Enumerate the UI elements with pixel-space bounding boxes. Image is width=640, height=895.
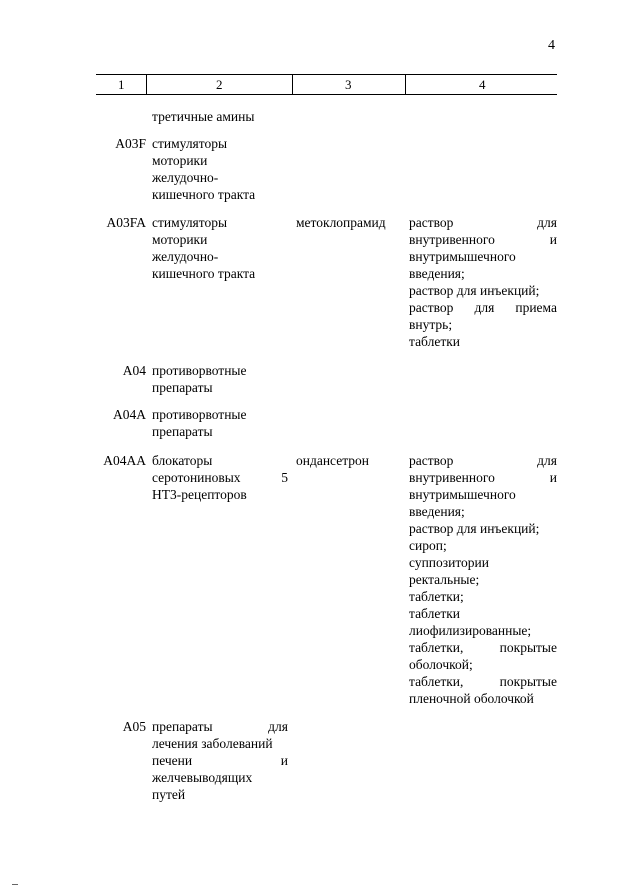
page-number: 4 xyxy=(548,38,555,53)
form-line: лиофилизированные; xyxy=(409,623,532,638)
form-line: таблетки, покрытые xyxy=(409,640,557,655)
form-line: раствор для инъекций; xyxy=(409,283,540,298)
name-line: моторики xyxy=(152,232,208,247)
column-divider xyxy=(405,74,406,95)
name-line: путей xyxy=(152,787,186,802)
form-line: пленочной оболочкой xyxy=(409,691,534,706)
atc-code: A04AA xyxy=(103,453,146,468)
name-line: моторики xyxy=(152,153,208,168)
name-line: печени и xyxy=(152,753,288,768)
scan-mark xyxy=(12,884,18,885)
column-divider xyxy=(146,74,147,95)
column-header-2: 2 xyxy=(216,77,223,92)
name-line: желчевыводящих xyxy=(152,770,253,785)
form-line: внутрь; xyxy=(409,317,453,332)
form-line: таблетки, покрытые xyxy=(409,674,557,689)
form-line: введения; xyxy=(409,266,465,281)
name-line: кишечного тракта xyxy=(152,266,256,281)
atc-code: A04A xyxy=(113,407,146,422)
form-line: внутримышечного xyxy=(409,249,516,264)
group-name xyxy=(152,135,282,203)
name-line: желудочно- xyxy=(152,249,219,264)
form-line: внутривенного и xyxy=(409,232,557,247)
form-line: таблетки xyxy=(409,606,461,621)
form-line: раствор для xyxy=(409,453,557,468)
form-line: введения; xyxy=(409,504,465,519)
name-line: препараты xyxy=(152,424,213,439)
group-name xyxy=(152,214,282,282)
group-name xyxy=(152,108,254,125)
column-divider xyxy=(292,74,293,95)
form-line: раствор для xyxy=(409,215,557,230)
name-line: серотониновых 5 xyxy=(152,470,288,485)
name-line: стимуляторы xyxy=(152,136,228,151)
name-line: стимуляторы xyxy=(152,215,228,230)
name-line: третичные амины xyxy=(152,109,255,124)
name-line: противорвотные xyxy=(152,407,247,422)
table-header-bottom-rule xyxy=(96,94,557,95)
name-line: препараты для xyxy=(152,719,288,734)
form-line: сироп; xyxy=(409,538,447,553)
name-line: лечения заболеваний xyxy=(152,736,273,751)
form-line: суппозитории xyxy=(409,555,489,570)
atc-code: A03FA xyxy=(106,215,146,230)
name-line: HT3-рецепторов xyxy=(152,487,247,502)
name-line: препараты xyxy=(152,380,213,395)
form-line: таблетки; xyxy=(409,589,464,604)
drug-name: ондансетрон xyxy=(296,453,369,468)
group-name xyxy=(152,406,282,440)
form-line: внутримышечного xyxy=(409,487,516,502)
name-line: противорвотные xyxy=(152,363,247,378)
form-line: раствор для инъекций; xyxy=(409,521,540,536)
form-line: раствор для приема xyxy=(409,300,557,315)
group-name xyxy=(152,718,288,803)
form-line: оболочкой; xyxy=(409,657,473,672)
column-header-1: 1 xyxy=(118,77,125,92)
dosage-forms xyxy=(409,452,557,707)
form-line: ректальные; xyxy=(409,572,480,587)
group-name xyxy=(152,452,288,503)
form-line: таблетки xyxy=(409,334,461,349)
name-line: блокаторы xyxy=(152,453,213,468)
name-line: желудочно- xyxy=(152,170,219,185)
form-line: внутривенного и xyxy=(409,470,557,485)
name-line: кишечного тракта xyxy=(152,187,256,202)
atc-code: A03F xyxy=(115,136,146,151)
table-header-top-rule xyxy=(96,74,557,75)
drug-name: метоклопрамид xyxy=(296,215,386,230)
atc-code: A05 xyxy=(122,719,146,734)
dosage-forms xyxy=(409,214,557,350)
column-header-4: 4 xyxy=(479,77,486,92)
group-name xyxy=(152,362,282,396)
column-header-3: 3 xyxy=(345,77,352,92)
atc-code: A04 xyxy=(122,363,146,378)
